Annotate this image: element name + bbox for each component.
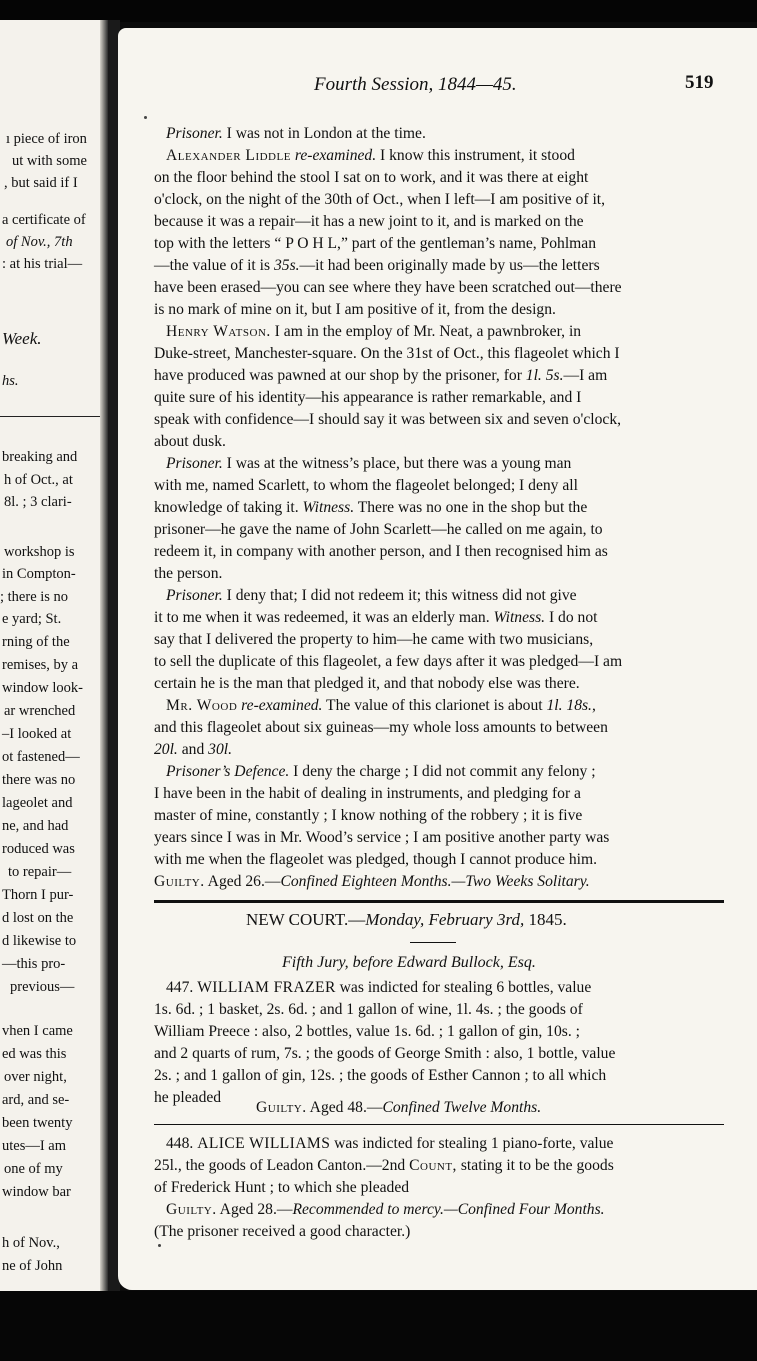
facing-page-line: d lost on the (2, 910, 74, 926)
scan-top-border (0, 0, 757, 22)
facing-page-line: h of Nov., (2, 1235, 60, 1251)
text-line: the person. (154, 565, 223, 582)
text-line: with me when the flageolet was pledged, though I cannot produce him. (154, 851, 597, 868)
speaker: Prisoner’s Defence. (166, 763, 290, 780)
facing-page-line: d likewise to (2, 933, 77, 949)
amount: 20l. (154, 741, 178, 758)
main-page (118, 28, 757, 1290)
heading-text: 1845. (524, 910, 567, 929)
speaker: Mr. Wood (166, 697, 238, 714)
text-line: speak with confidence—I should say it was between six and seven o'clock, (154, 411, 622, 428)
amount: 1l. 18s. (546, 697, 592, 714)
facing-page-line: hs. (2, 373, 19, 389)
facing-page-line: utes—I am (2, 1138, 67, 1154)
facing-page-line: over night, (4, 1069, 67, 1085)
count-label: Count, (409, 1157, 457, 1174)
running-header: Fourth Session, 1844—45. (314, 74, 517, 95)
facing-page-line: ot fastened— (2, 749, 80, 765)
speaker: Prisoner. (166, 587, 223, 604)
facing-page-line: e yard; St. (2, 611, 62, 627)
line-text: I deny that; I did not redeem it; this witness did not give (222, 587, 577, 604)
heading-text: NEW COURT.— (246, 910, 366, 929)
text-line: master of mine, constantly ; I know nothing of the robbery ; it is five (154, 807, 583, 824)
case-number: 448. (166, 1135, 198, 1152)
text-line: say that I delivered the property to him—he came with two musicians, (154, 631, 594, 648)
line-text: I was not in London at the time. (222, 125, 426, 142)
line-text: was indicted for stealing 6 bottles, value (335, 979, 592, 996)
line-text: —the value of it is (154, 257, 274, 274)
verdict: Guilty. (166, 1201, 217, 1218)
page-number: 519 (685, 72, 714, 93)
verdict: Guilty. (256, 1099, 307, 1116)
facing-page-line: been twenty (2, 1115, 73, 1131)
verdict-line (166, 1202, 605, 1218)
text-line: of Frederick Hunt ; to which she pleaded (154, 1179, 410, 1196)
facing-page-line: workshop is (4, 544, 75, 560)
verdict-line (154, 874, 590, 890)
text-line: Duke-street, Manchester-square. On the 31st of Oct., this flageolet which I (154, 345, 620, 362)
text-line: and this flageolet about six guineas—my whole loss amounts to between (154, 719, 608, 736)
defendant-name: ALICE WILLIAMS (197, 1135, 331, 1152)
line-text: Aged 28.— (216, 1201, 293, 1218)
case-rule (154, 1124, 724, 1125)
line-text: I am in the employ of Mr. Neat, a pawnbroker, in (270, 323, 582, 340)
jury-heading: Fifth Jury, before Edward Bullock, Esq. (282, 954, 536, 971)
text-line: I have been in the habit of dealing in instruments, and pledging for a (154, 785, 581, 802)
short-rule (410, 942, 456, 943)
text-line: 1s. 6d. ; 1 basket, 2s. 6d. ; and 1 gallon of wine, 1l. 4s. ; the goods of (154, 1001, 583, 1018)
facing-page-line: window look- (2, 680, 83, 696)
line-text: I know this instrument, it stood (376, 147, 575, 164)
line-text: I deny the charge ; I did not commit any felony ; (289, 763, 596, 780)
line-text: 25l., the goods of Leadon Canton.—2nd (154, 1157, 410, 1174)
facing-page-rule (0, 416, 100, 417)
facing-page-line: breaking and (2, 449, 78, 465)
defendant-name: WILLIAM FRAZER (197, 979, 336, 996)
facing-page (0, 20, 108, 1295)
text-line (166, 126, 426, 142)
facing-page-line: Week. (2, 329, 42, 348)
line-text: I was at the witness’s place, but there was a young man (222, 455, 572, 472)
line-text: have produced was pawned at our shop by the prisoner, for (154, 367, 526, 384)
facing-page-line: to repair— (8, 864, 72, 880)
amount: 30l. (208, 741, 232, 758)
facing-page-line: ı piece of iron (6, 131, 87, 147)
facing-page-line: Thorn I pur- (2, 887, 74, 903)
speck (144, 116, 147, 119)
speaker: Witness. (493, 609, 546, 626)
amount: 1l. 5s. (525, 367, 564, 384)
amount: 35s. (273, 257, 300, 274)
text-line: certain he is the man that pledged it, and that nobody else was there. (154, 675, 580, 692)
line-text: stating it to be the goods (456, 1157, 614, 1174)
speaker-role: re-examined. (237, 697, 323, 714)
line-text: There was no one in the shop but the (354, 499, 588, 516)
facing-page-line: —this pro- (2, 956, 66, 972)
facing-page-line: , but said if I (4, 175, 78, 191)
text-line: prisoner—he gave the name of John Scarlett—he called on me again, to (154, 521, 603, 538)
text-line (154, 500, 587, 516)
facing-page-line: 8l. ; 3 clari- (4, 494, 72, 510)
facing-page-line: of Nov., 7th (6, 234, 73, 250)
line-text: Aged 26.— (204, 873, 281, 890)
text-line (154, 1158, 614, 1174)
speaker: Witness. (302, 499, 355, 516)
text-line: William Preece : also, 2 bottles, value 1s. 6d. ; 1 gallon of gin, 10s. ; (154, 1023, 580, 1040)
section-rule (154, 900, 724, 903)
text-line: top with the letters “ P O H L,” part of the gentleman’s name, Pohlman (154, 235, 597, 252)
facing-page-line: one of my (4, 1161, 63, 1177)
facing-page-line: previous— (10, 979, 75, 995)
text-line (154, 742, 232, 758)
text-line: redeem it, in company with another person, and I then recognised him as (154, 543, 608, 560)
text-line: 2s. ; and 1 gallon of gin, 12s. ; the goods of Esther Cannon ; to all which (154, 1067, 607, 1084)
speaker: Prisoner. (166, 125, 223, 142)
text-line: because it was a repair—it has a new joint to it, and is marked on the (154, 213, 584, 230)
text-line: (The prisoner received a good character.) (154, 1223, 411, 1240)
facing-page-line: vhen I came (2, 1023, 73, 1039)
sentence: Confined Eighteen Months.—Two Weeks Solitary. (280, 873, 590, 890)
case-number: 447. (166, 979, 198, 996)
text-line (166, 980, 591, 996)
text-line: is no mark of mine on it, but I am positive of it, from the design. (154, 301, 556, 318)
facing-page-line: ; there is no (0, 589, 69, 605)
facing-page-line: rning of the (2, 634, 70, 650)
facing-page-line: in Compton- (2, 566, 76, 582)
text-line: o'clock, on the night of the 30th of Oct., when I left—I am positive of it, (154, 191, 606, 208)
text-line (166, 698, 596, 714)
text-line: and 2 quarts of rum, 7s. ; the goods of George Smith : also, 1 bottle, value (154, 1045, 616, 1062)
line-text: Aged 48.— (306, 1099, 383, 1116)
facing-page-line: there was no (2, 772, 76, 788)
line-text: —it had been originally made by us—the letters (299, 257, 600, 274)
speaker: Henry Watson. (166, 323, 271, 340)
speaker-role: re-examined. (290, 147, 377, 164)
line-text: —I am (563, 367, 608, 384)
line-text: was indicted for stealing 1 piano-forte, value (330, 1135, 614, 1152)
line-text: I do not (545, 609, 598, 626)
facing-page-line: ed was this (2, 1046, 67, 1062)
facing-page-line: lageolet and (2, 795, 73, 811)
page-fold-shadow (100, 20, 108, 1295)
verdict-line (256, 1100, 541, 1116)
text-line: to sell the duplicate of this flageolet, a few days after it was pledged—I am (154, 653, 623, 670)
facing-page-line: –I looked at (2, 726, 72, 742)
sentence: Confined Twelve Months. (382, 1099, 542, 1116)
text-line (154, 368, 607, 384)
facing-page-line: a certificate of (2, 212, 86, 228)
text-line (166, 324, 581, 340)
facing-page-line: : at his trial— (2, 256, 83, 272)
facing-page-line: window bar (2, 1184, 71, 1200)
line-text: , (591, 697, 596, 714)
sentence: Recommended to mercy.—Confined Four Months. (292, 1201, 605, 1218)
text-line (166, 1136, 613, 1152)
facing-page-line: ut with some (12, 153, 87, 169)
text-line: on the floor behind the stool I sat on to work, and it was there at eight (154, 169, 589, 186)
facing-page-line: ne of John (2, 1258, 63, 1274)
speck (158, 1244, 161, 1247)
text-line (154, 610, 597, 626)
text-line: years since I was in Mr. Wood’s service ; I am positive another party was (154, 829, 610, 846)
text-line: quite sure of his identity—his appearance is rather remarkable, and I (154, 389, 582, 406)
facing-page-line: ar wrenched (4, 703, 76, 719)
line-text: The value of this clarionet is about (322, 697, 547, 714)
text-line (166, 764, 596, 780)
text-line (166, 456, 571, 472)
speaker: Alexander Liddle (166, 147, 291, 164)
scan-bottom-border (0, 1291, 757, 1361)
court-heading (246, 910, 567, 930)
facing-page-line: ne, and had (2, 818, 69, 834)
heading-date: Monday, February 3rd, (365, 910, 525, 929)
text-line: with me, named Scarlett, to whom the flageolet belonged; I deny all (154, 477, 578, 494)
line-text: and (177, 741, 209, 758)
facing-page-line: roduced was (2, 841, 75, 857)
text-line: he pleaded (154, 1089, 222, 1106)
text-line (166, 148, 575, 164)
speaker: Prisoner. (166, 455, 223, 472)
verdict: Guilty. (154, 873, 205, 890)
text-line (154, 258, 600, 274)
text-line: about dusk. (154, 433, 226, 450)
facing-page-line: ard, and se- (2, 1092, 70, 1108)
text-line: have been erased—you can see where they have been scratched out—there (154, 279, 622, 296)
text-line (166, 588, 577, 604)
line-text: knowledge of taking it. (154, 499, 303, 516)
line-text: it to me when it was redeemed, it was an elderly man. (154, 609, 494, 626)
facing-page-line: remises, by a (2, 657, 79, 673)
facing-page-line: h of Oct., at (4, 472, 73, 488)
